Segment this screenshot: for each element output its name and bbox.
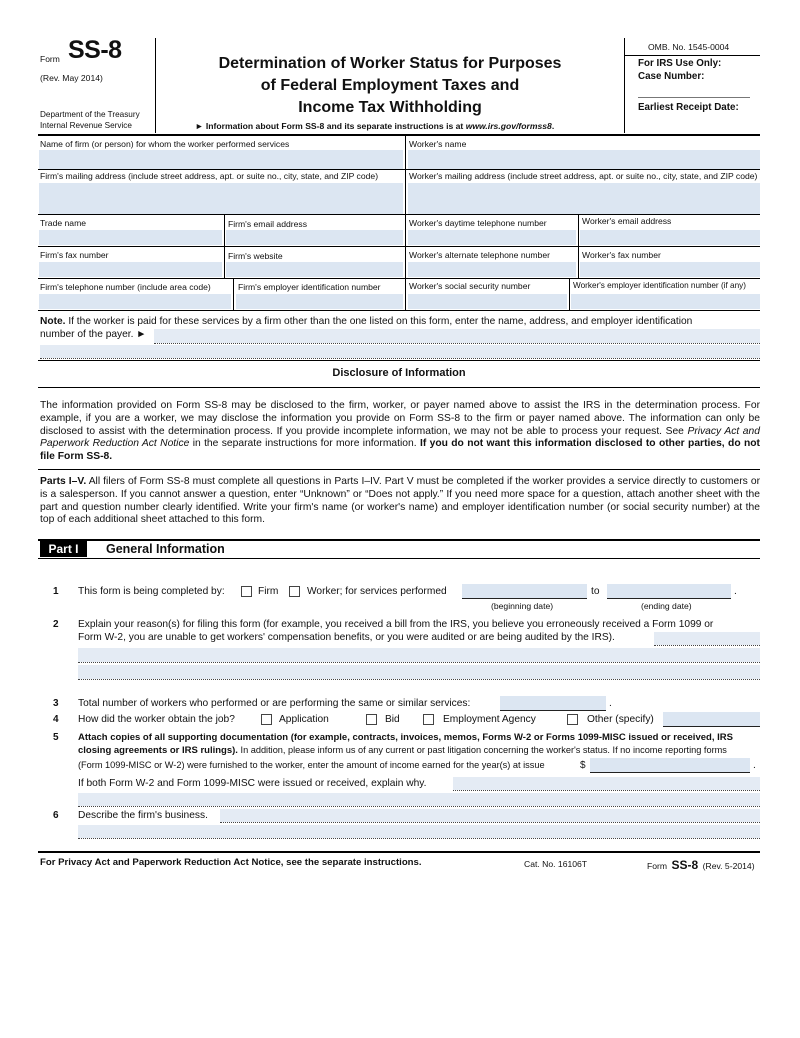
part1-bottom-rule: [38, 558, 760, 559]
worker-ssn-input[interactable]: [408, 294, 567, 309]
q2-line-1: Explain your reason(s) for filing this form (for example, you received a bill from the IRS, you believe you erroneously received a Form 1099 or: [78, 619, 714, 630]
q5-text-4: If both Form W-2 and Form 1099-MISC were issued or received, explain why.: [78, 778, 427, 789]
info-arrow-icon: ►: [195, 121, 204, 131]
form-footer: [0, 854, 800, 874]
q5-bold-line-2: closing agreements or IRS rulings).: [78, 745, 238, 756]
firm-ein-label: Firm's employer identification number: [238, 282, 381, 292]
disclosure-text-a: The information provided on Form SS-8 may be disclosed to the firm, worker, or payer named above to assist the IRS in the determination process. For example, if you are a worker, we may disclose the information you provide on Form SS-8 to the firm or payer named above. The information can only be disclosed to assist with the determination process. If you provide incomplete information, we may not be able to process your request. See: [40, 400, 760, 437]
part1-badge: Part I: [40, 541, 87, 557]
worker-email-label: Worker's email address: [582, 216, 672, 226]
note-text-2: number of the payer.: [40, 329, 134, 340]
footer-cat-number: Cat. No. 16106T: [524, 859, 588, 869]
form-title: [160, 53, 620, 119]
firm-phone-input[interactable]: [39, 294, 231, 309]
end-date-input[interactable]: [607, 584, 731, 599]
begin-date-caption: (beginning date): [491, 601, 554, 611]
q6-number: 6: [53, 810, 59, 821]
q6-answer-input-2[interactable]: [78, 825, 760, 838]
parts-text: All filers of Form SS-8 must complete all questions in Parts I–IV. Part V must be completed if the worker provides a service directly to customers or is a salesperson. If you cannot answer a question, enter “Unknown” or “Does not apply.” If you need more space for a question, attach another sheet with the part and question number clearly identified. Write your firm's name (or worker's name) and employer identification number (or social security number) at the top of each additional sheet attached to this form.: [40, 476, 760, 526]
worker-checkbox[interactable]: [289, 586, 300, 597]
footer-revision: (Rev. 5-2014): [702, 861, 755, 871]
trade-name-input[interactable]: [39, 230, 222, 245]
disclosure-heading: Disclosure of Information: [332, 367, 466, 379]
disclosure-paragraph: [40, 400, 760, 464]
irs-use-only: For IRS Use Only:: [638, 58, 722, 69]
other-checkbox[interactable]: [567, 714, 578, 725]
worker-fax-input[interactable]: [580, 262, 760, 277]
omb-rule: [625, 55, 760, 56]
note-line-1: [40, 316, 692, 327]
row-rule-2: [38, 214, 760, 215]
parts-label: Parts I–V.: [40, 476, 87, 487]
q5-text-3: (Form 1099-MISC or W-2) were furnished to the worker, enter the amount of income earned for the year(s) at issue: [78, 760, 545, 770]
q2-dotted-line-1: [654, 645, 760, 646]
department-treasury: Department of the Treasury: [40, 110, 140, 119]
part1-top-rule: [38, 539, 760, 541]
q3-number: 3: [53, 698, 59, 709]
disclosure-warning: If you do not want this information disclosed to other parties, do not file Form SS-8.: [40, 438, 760, 463]
firm-address-input[interactable]: [39, 183, 403, 214]
firm-address-label: Firm's mailing address (include street address, apt. or suite no., city, state, and ZIP code): [40, 171, 379, 181]
note-section: [0, 310, 800, 360]
row-rule-4: [38, 278, 760, 279]
bid-option-label: Bid: [385, 714, 400, 725]
payer-dotted-line-1: [154, 343, 760, 344]
title-line-2: of Federal Employment Taxes and: [260, 77, 520, 94]
other-specify-input[interactable]: [663, 712, 760, 727]
worker-ein-label: Worker's employer identification number (if any): [573, 281, 746, 290]
q5-period: .: [753, 760, 756, 771]
firm-name-input[interactable]: [39, 150, 403, 169]
footer-form-word: Form: [647, 861, 668, 871]
divider-worker-email: [578, 214, 579, 278]
q4-number: 4: [53, 714, 59, 725]
worker-name-label: Worker's name: [409, 139, 467, 149]
question-6: [0, 808, 800, 848]
worker-ssn-label: Worker's social security number: [409, 281, 531, 291]
info-line: [195, 121, 554, 131]
begin-date-input[interactable]: [462, 584, 587, 599]
firm-email-input[interactable]: [226, 230, 403, 245]
bid-checkbox[interactable]: [366, 714, 377, 725]
q1-to: to: [591, 586, 600, 597]
omb-number: OMB. No. 1545-0004: [648, 42, 730, 52]
worker-fax-label: Worker's fax number: [582, 250, 661, 260]
q1-text: This form is being completed by:: [78, 586, 225, 597]
payer-info-input[interactable]: [154, 329, 760, 343]
info-text: Information about Form SS-8 and its separate instructions is at: [205, 121, 464, 131]
question-5: [0, 729, 800, 811]
q5-explain-input-2[interactable]: [78, 793, 760, 806]
worker-ein-input[interactable]: [571, 294, 760, 309]
firm-ein-input[interactable]: [236, 294, 403, 309]
footer-form-number: SS-8: [671, 858, 699, 872]
employment-agency-option-label: Employment Agency: [443, 714, 536, 725]
q1-number: 1: [53, 586, 59, 597]
earliest-receipt-label: Earliest Receipt Date:: [638, 102, 739, 113]
q2-number: 2: [53, 619, 59, 630]
case-number-rule: [638, 97, 750, 98]
q6-dotted-line-2: [78, 838, 760, 839]
divider-ssn-ein: [569, 278, 570, 310]
form-number: SS-8: [68, 36, 122, 64]
disclosure-section: [0, 360, 800, 535]
firm-phone-label: Firm's telephone number (include area code): [40, 282, 211, 292]
footer-privacy-notice: For Privacy Act and Paperwork Reduction Act Notice, see the separate instructions.: [40, 857, 422, 868]
form-revision: (Rev. May 2014): [40, 73, 103, 83]
worker-alt-phone-input[interactable]: [408, 262, 576, 277]
row-rule-3: [38, 246, 760, 247]
worker-day-phone-input[interactable]: [408, 230, 576, 245]
q5-dollar-sign: $: [580, 760, 586, 771]
info-url-link[interactable]: www.irs.gov/formss8: [465, 121, 552, 131]
payer-info-input-2[interactable]: [40, 345, 760, 358]
disclosure-mid-rule: [38, 469, 760, 470]
internal-revenue-service: Internal Revenue Service: [40, 121, 132, 130]
title-line-1: Determination of Worker Status for Purposes: [218, 55, 562, 72]
question-4: [0, 712, 800, 728]
note-text-1: If the worker is paid for these services by a firm other than the one listed on this form, enter the name, address, and employer identification: [68, 316, 693, 327]
application-checkbox[interactable]: [261, 714, 272, 725]
case-number-label: Case Number:: [638, 71, 705, 82]
employment-agency-checkbox[interactable]: [423, 714, 434, 725]
q1-period: .: [734, 586, 737, 597]
center-divider: [405, 135, 406, 310]
application-option-label: Application: [279, 714, 329, 725]
q4-text: How did the worker obtain the job?: [78, 714, 235, 725]
q2-line-2: Form W-2, you are unable to get workers' compensation benefits, or you were audited or are being audited by the IRS).: [78, 632, 615, 643]
q6-dotted-line-1: [220, 822, 760, 823]
firm-website-input[interactable]: [226, 262, 403, 277]
disclosure-text-b: in the separate instructions for more information.: [192, 438, 417, 450]
q2-dotted-line-2: [78, 662, 760, 663]
worker-day-phone-label: Worker's daytime telephone number: [409, 218, 547, 228]
disclosure-privacy-ref: Privacy Act and Paperwork Reduction Act Notice: [40, 425, 760, 450]
worker-alt-phone-label: Worker's alternate telephone number: [409, 250, 550, 260]
q2-dotted-line-3: [78, 679, 760, 680]
firm-fax-label: Firm's fax number: [40, 250, 109, 260]
note-line-2: [40, 329, 146, 340]
worker-address-input[interactable]: [408, 183, 760, 214]
q2-answer-input-2[interactable]: [78, 648, 760, 662]
payer-dotted-line-2: [40, 358, 760, 359]
footer-rule: [38, 851, 760, 853]
income-amount-input[interactable]: [590, 758, 750, 773]
q5-text-2: In addition, please inform us of any current or past litigation concerning the worker's status. If no income reporting forms: [240, 745, 727, 755]
header-divider-right: [624, 38, 625, 133]
note-label: Note.: [40, 316, 66, 327]
worker-option-label: Worker; for services performed: [307, 586, 447, 597]
q5-dotted-line-2: [78, 806, 760, 807]
q2-answer-input-1[interactable]: [654, 632, 760, 645]
worker-email-input[interactable]: [580, 230, 760, 245]
firm-fax-input[interactable]: [39, 262, 222, 277]
info-period: .: [551, 121, 555, 131]
identity-grid: [0, 135, 800, 315]
form-header: [0, 0, 800, 138]
disclosure-heading-rule: [38, 387, 760, 388]
q5-line-2: [78, 745, 727, 756]
title-line-3: Income Tax Withholding: [298, 99, 482, 116]
q5-bold-line-1: Attach copies of all supporting documentation (for example, contracts, invoices, memos, Forms W-2 or Forms 1099-MISC issued or received, IRS: [78, 732, 733, 743]
row-rule-1: [38, 169, 760, 170]
question-2: [0, 616, 800, 686]
q6-text: Describe the firm's business.: [78, 810, 208, 821]
worker-count-input[interactable]: [500, 696, 606, 711]
worker-name-input[interactable]: [408, 150, 760, 169]
q3-period: .: [609, 698, 612, 709]
worker-address-label: Worker's mailing address (include street address, apt. or suite no., city, state, and ZIP code): [409, 171, 758, 181]
firm-website-label: Firm's website: [228, 251, 283, 261]
other-option-label: Other (specify): [587, 714, 654, 725]
form-word: Form: [40, 54, 60, 64]
header-divider-left: [155, 38, 156, 133]
part1-title: General Information: [106, 542, 225, 556]
question-3: [0, 696, 800, 712]
footer-form-id: [647, 856, 755, 874]
question-1: [0, 580, 800, 620]
firm-checkbox[interactable]: [241, 586, 252, 597]
q5-dotted-line-1: [453, 790, 760, 791]
end-date-caption: (ending date): [641, 601, 692, 611]
trade-name-label: Trade name: [40, 218, 87, 228]
firm-name-label: Name of firm (or person) for whom the worker performed services: [40, 139, 290, 149]
divider-phone-ein: [233, 278, 234, 310]
firm-option-label: Firm: [258, 586, 279, 597]
divider-trade-email: [224, 214, 225, 278]
q5-number: 5: [53, 732, 59, 743]
q6-answer-input-1[interactable]: [220, 809, 760, 822]
firm-email-label: Firm's email address: [228, 219, 308, 229]
disclosure-top-rule: [38, 360, 760, 361]
q2-answer-input-3[interactable]: [78, 665, 760, 679]
parts-paragraph: [40, 476, 760, 527]
q3-text: Total number of workers who performed or are performing the same or similar services:: [78, 698, 471, 709]
note-arrow-icon: ►: [136, 329, 147, 340]
q5-explain-input-1[interactable]: [453, 777, 760, 790]
